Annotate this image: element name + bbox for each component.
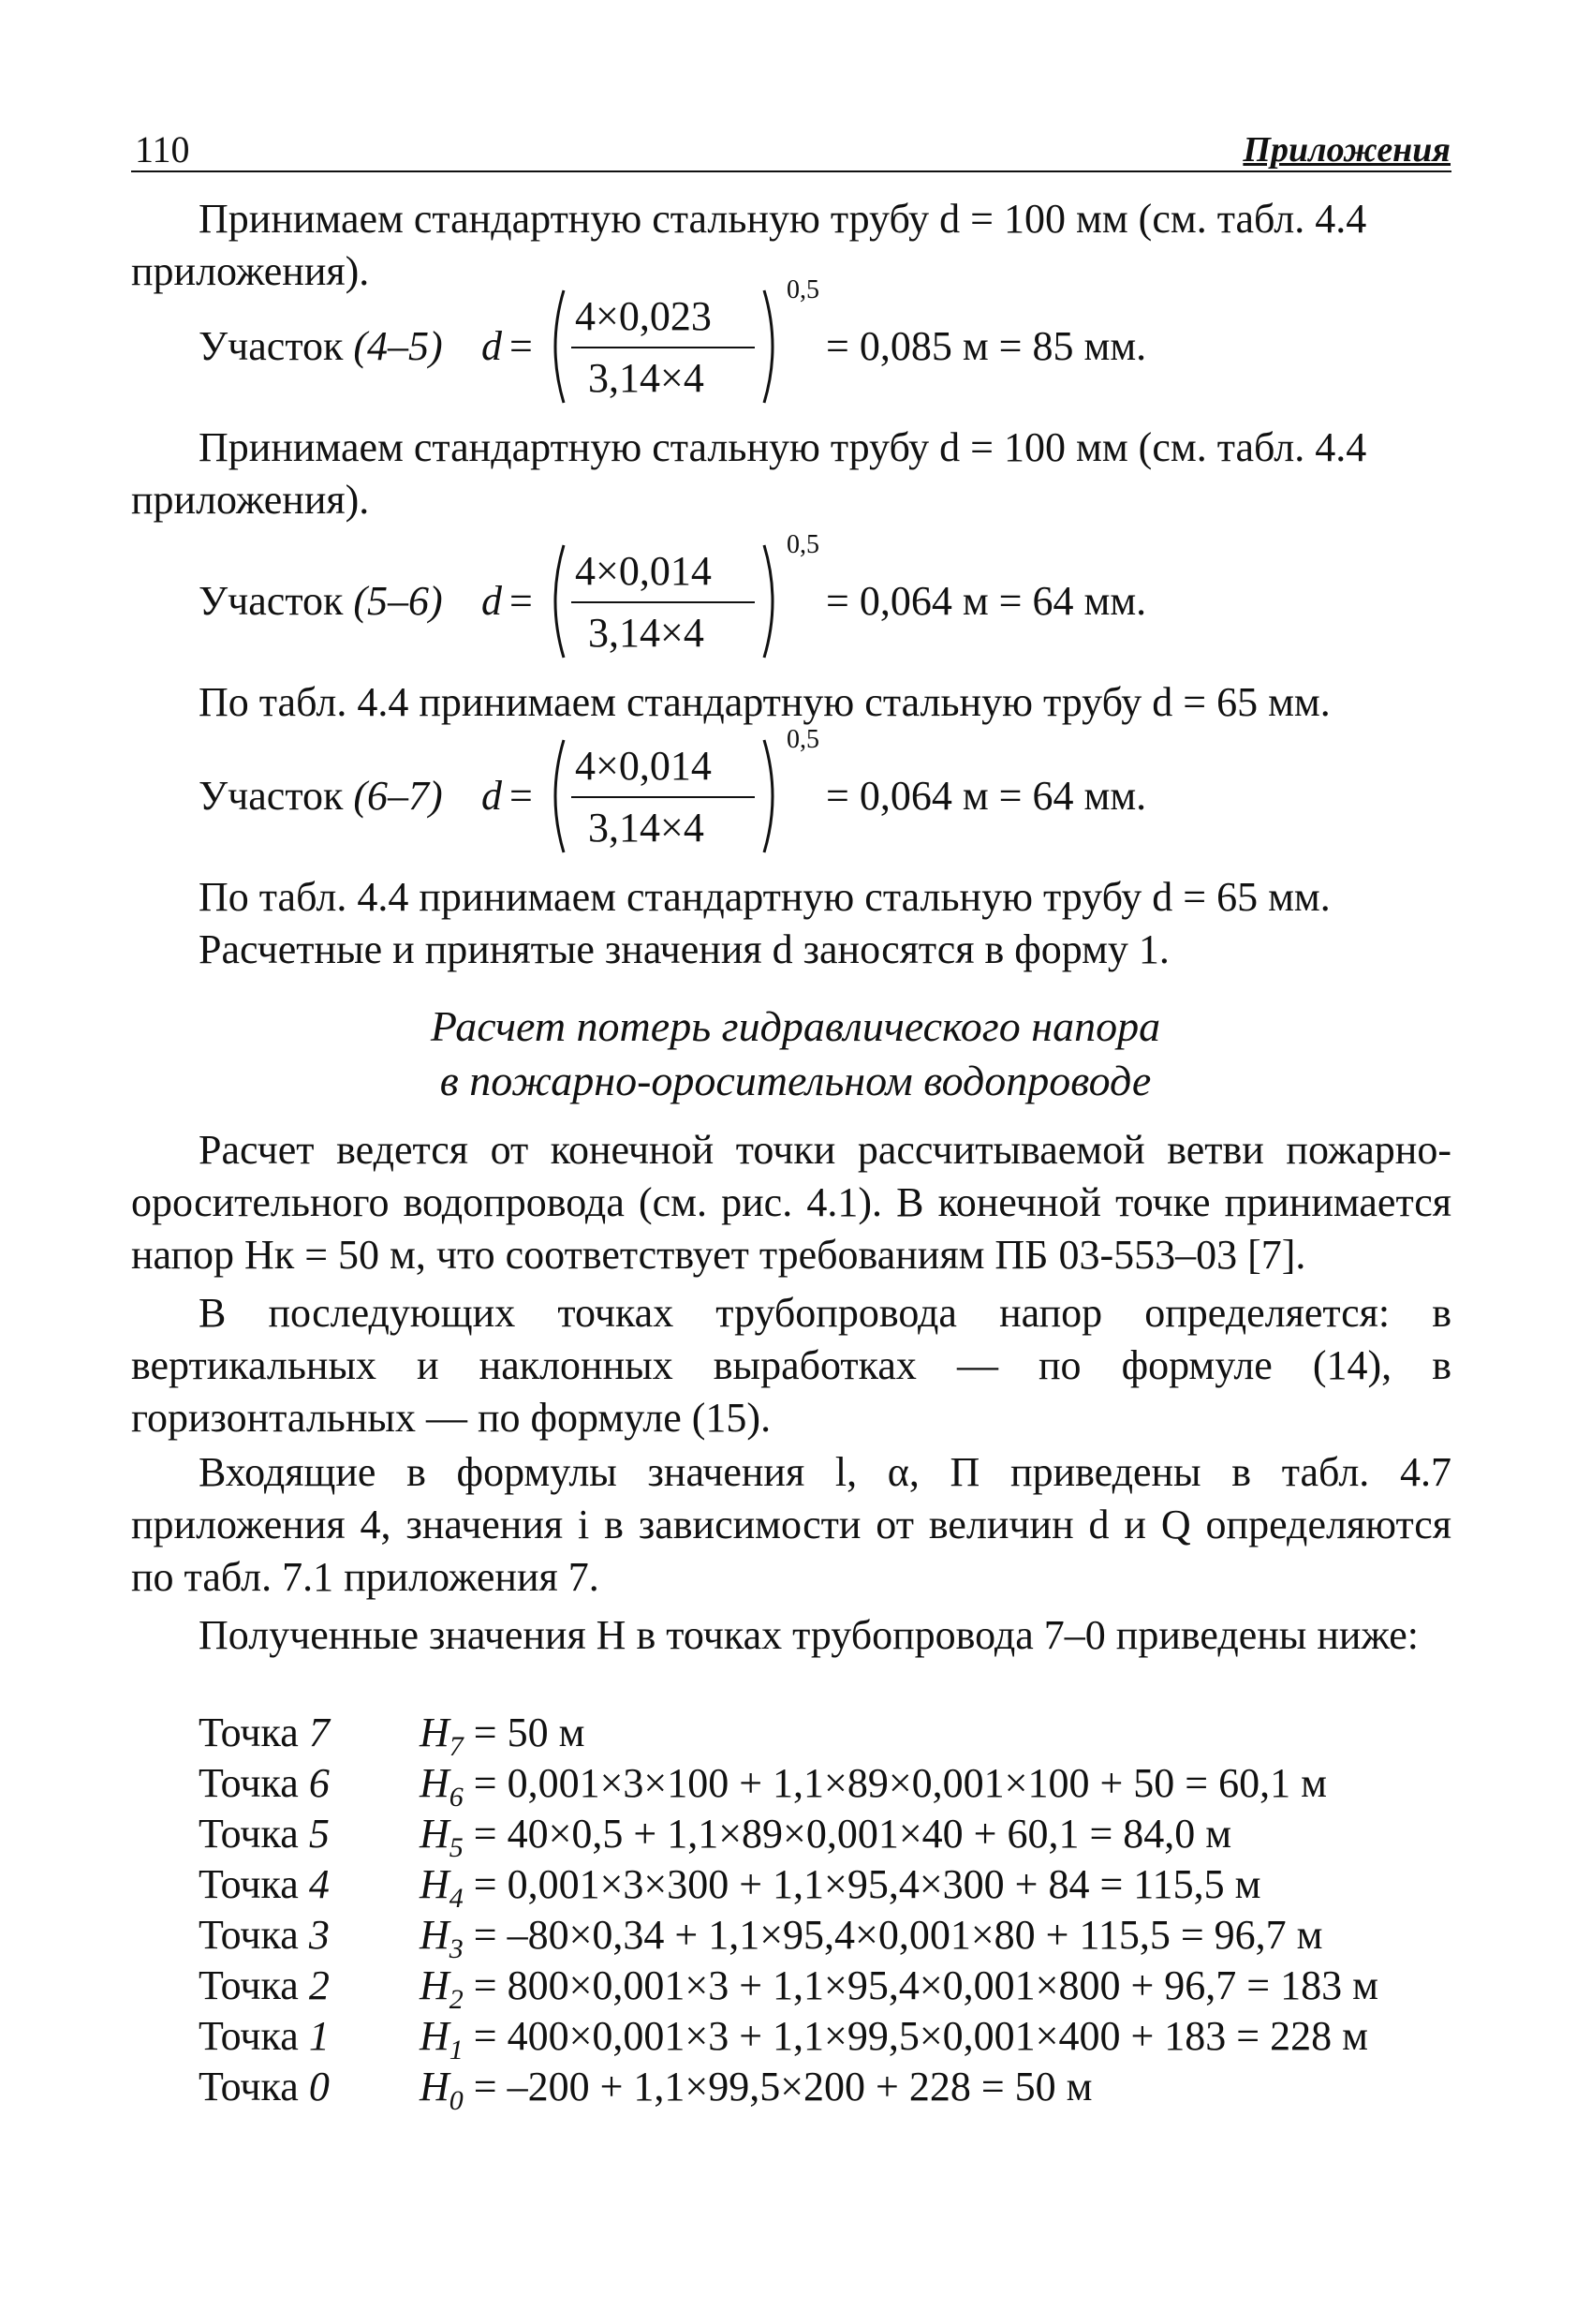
point-head-expression: $H_4 = 0,001\times 3\times 300 + 1,1\times 95,4\times 300 + 84 = 115,5$ м (420, 1861, 1261, 1914)
p2-line1: Принимаем стандартную стальную трубу d = 100 мм (см. табл. 4.4 (199, 424, 1367, 470)
p4: По табл. 4.4 принимаем стандартную стальную трубу d = 65 мм. (199, 874, 1331, 920)
formula-d: d (481, 323, 502, 369)
fraction-bar (571, 347, 755, 348)
formula-label: Участок (5–6) (199, 578, 443, 624)
formula-result: = 0,085 м = 85 мм. (826, 323, 1147, 369)
formula-eq: = (509, 773, 533, 819)
fraction-bar (571, 601, 755, 603)
left-paren-icon (543, 541, 567, 661)
page-number: 110 (135, 128, 190, 170)
paragraph-3: Входящие в формулы значения l, α, П приведены в табл. 4.7 приложения 4, значения i в зависимости от величин d и Q определяются по табл. 7.1 приложения 7. (131, 1449, 1451, 1600)
formula-denominator: 3,14×4 (588, 610, 704, 656)
section-heading-line2: в пожарно-оросительном водопроводе (439, 1057, 1152, 1104)
left-paren-icon (543, 287, 567, 407)
point-head-expression: $H_5 = 40\times 0,5 + 1,1\times 89\times 0,001\times 40 + 60,1 = 84,0$ м (420, 1811, 1232, 1863)
p1-line2: приложения). (131, 248, 370, 294)
point-head-expression: $H_1 = 400\times 0,001\times 3 + 1,1\times 99,5\times 0,001\times 400 + 183 = 228$ м (420, 2013, 1368, 2065)
point-head-expression: $H_2 = 800\times 0,001\times 3 + 1,1\times 95,4\times 0,001\times 800 + 96,7 = 183$ м (420, 1962, 1378, 2015)
point-head-expression: $H_6 = 0,001\times 3\times 100 + 1,1\times 89\times 0,001\times 100 + 50 = 60,1$ м (420, 1760, 1327, 1813)
point-head-expression: $H_0 = -200 + 1,1\times 99,5\times 200 + 228 = 50$ м (420, 2064, 1093, 2116)
p3: По табл. 4.4 принимаем стандартную стальную трубу d = 65 мм. (199, 679, 1331, 725)
section-heading-line1: Расчет потерь гидравлического напора (430, 1002, 1161, 1050)
formula-exponent: 0,5 (787, 275, 819, 304)
point-label: Точка 2 (199, 1962, 330, 2008)
p1-line1: Принимаем стандартную стальную трубу d = 100 мм (см. табл. 4.4 (199, 196, 1367, 242)
formula-exponent: 0,5 (787, 530, 819, 559)
paragraph-4: Полученные значения H в точках трубопровода 7–0 приведены ниже: (199, 1612, 1420, 1658)
point-label: Точка 1 (199, 2013, 330, 2059)
paragraph-1: Расчет ведется от конечной точки рассчитываемой ветви пожарно-оросительного водопровода (см. рис. 4.1). В конечной точке принимается напор Hк = 50 м, что соответствует требованиям ПБ 03-553–03 [7]. (131, 1127, 1451, 1278)
left-paren-icon (543, 736, 567, 856)
formula-d: d (481, 578, 502, 624)
point-label: Точка 5 (199, 1811, 330, 1857)
formula-label: Участок (4–5) (199, 323, 443, 369)
right-paren-icon (760, 541, 785, 661)
formula-label: Участок (6–7) (199, 773, 443, 819)
formula-denominator: 3,14×4 (588, 355, 704, 401)
point-label: Точка 3 (199, 1912, 330, 1958)
p5: Расчетные и принятые значения d заносятся в форму 1. (199, 926, 1170, 972)
running-title: Приложения (1243, 130, 1451, 170)
formula-numerator: 4×0,014 (575, 548, 712, 594)
paragraph-2: В последующих точках трубопровода напор определяется: в вертикальных и наклонных выработках — по формуле (14), в горизонтальных — по формуле (15). (131, 1290, 1451, 1441)
formula-numerator: 4×0,014 (575, 743, 712, 789)
point-label: Точка 7 (199, 1710, 330, 1755)
point-label: Точка 6 (199, 1760, 330, 1806)
right-paren-icon (760, 736, 785, 856)
right-paren-icon (760, 287, 785, 407)
formula-exponent: 0,5 (787, 725, 819, 754)
formula-result: = 0,064 м = 64 мм. (826, 773, 1147, 819)
formula-denominator: 3,14×4 (588, 805, 704, 851)
formula-eq: = (509, 323, 533, 369)
formula-5-6 (199, 530, 1229, 673)
formula-4-5 (199, 275, 1229, 418)
formula-d: d (481, 773, 502, 819)
p2-line2: приложения). (131, 477, 370, 523)
fraction-bar (571, 796, 755, 798)
point-label: Точка 0 (199, 2064, 330, 2109)
point-label: Точка 4 (199, 1861, 330, 1907)
header-rule (131, 170, 1451, 172)
point-head-expression: $H_3 = -80\times 0,34 + 1,1\times 95,4\times 0,001\times 80 + 115,5 = 96,7$ м (420, 1912, 1323, 1964)
formula-6-7 (199, 725, 1229, 867)
formula-numerator: 4×0,023 (575, 293, 712, 339)
point-head-expression: $H_7 = 50$ м (420, 1710, 585, 1762)
formula-result: = 0,064 м = 64 мм. (826, 578, 1147, 624)
formula-eq: = (509, 578, 533, 624)
